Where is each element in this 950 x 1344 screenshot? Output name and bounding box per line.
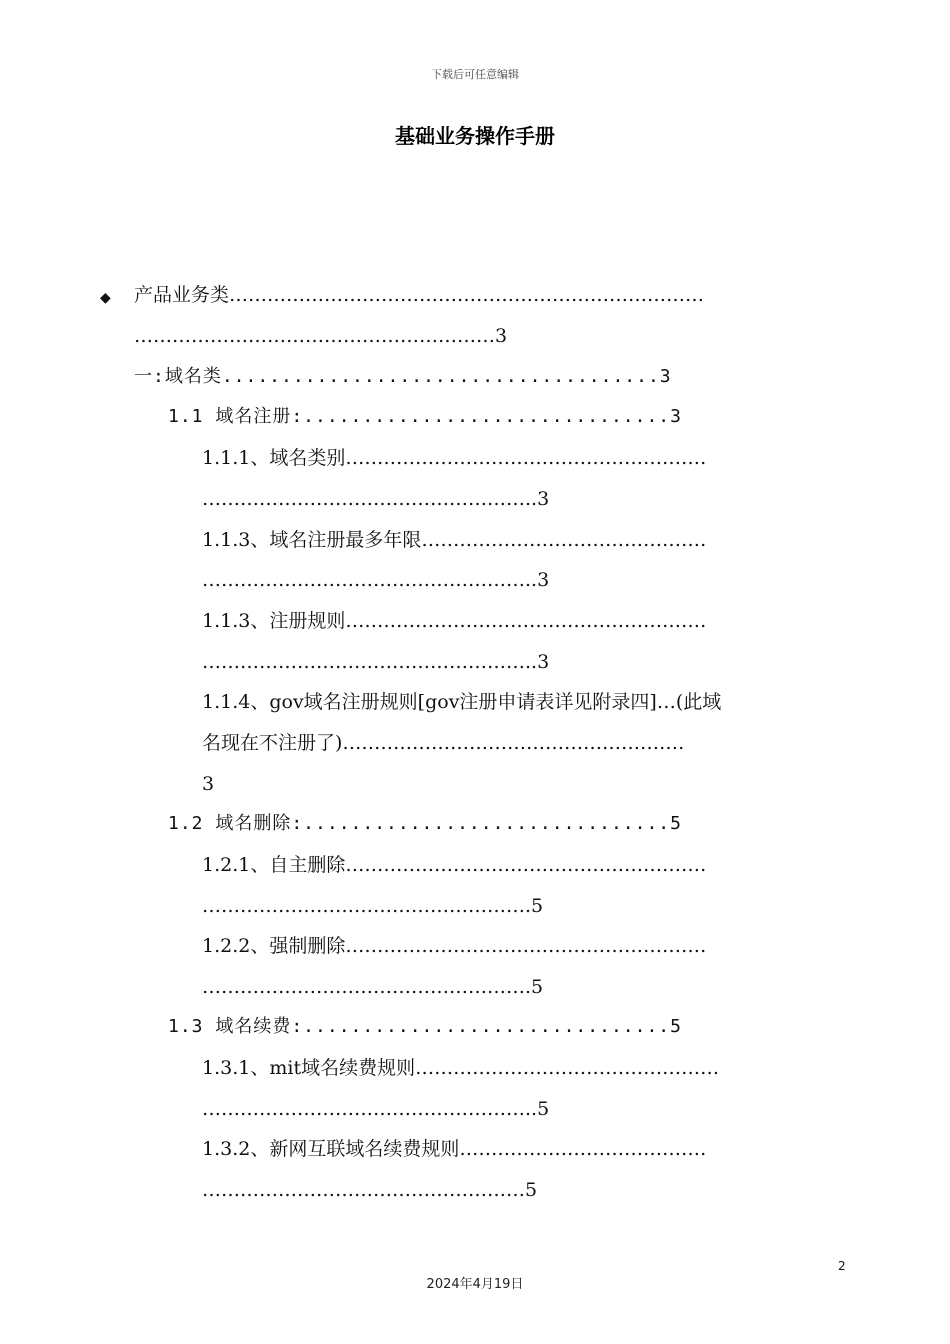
toc-entry-1-1-4-page: 3	[202, 773, 215, 795]
toc-entry-product-cont: …………………………………………………3	[134, 325, 508, 347]
document-title: 基础业务操作手册	[395, 124, 555, 148]
toc-entry-1-1-3b-cont: ……………………………………………..3	[202, 651, 550, 673]
page-footer-date: 2024年4月19日	[426, 1277, 524, 1292]
toc-entry-1-1-3b: 1.1.3、注册规则…………………………………………………	[202, 610, 707, 632]
toc-entry-1-1-4: 1.1.4、gov域名注册规则[gov注册申请表详见附录四]…(此域	[202, 691, 722, 713]
toc-entry-1-2-2-cont: …………………………………………….5	[202, 976, 544, 998]
toc-entry-1-2: 1.2 域名删除:...............................5	[168, 813, 682, 834]
diamond-bullet-icon: ◆	[100, 290, 111, 306]
toc-entry-1-1-4-cont: 名现在不注册了)………………………………………………	[202, 732, 685, 754]
toc-entry-product: 产品业务类…………………………………………………………………	[134, 284, 705, 306]
toc-entry-1-3-2: 1.3.2、新网互联域名续费规则…………………………………	[202, 1138, 707, 1160]
toc-entry-1-1-3a-cont: ……………………………………………..3	[202, 569, 550, 591]
toc-entry-1-1-3a: 1.1.3、域名注册最多年限………………………………………	[202, 529, 707, 551]
toc-entry-domain-class: 一:域名类.....................................3	[134, 366, 672, 387]
toc-entry-1-1-1: 1.1.1、域名类别…………………………………………………	[202, 447, 707, 469]
toc-entry-1-3-2-cont: ……………………………………………5	[202, 1179, 538, 1201]
toc-entry-1-3-1-cont: ……………………………………………..5	[202, 1098, 550, 1120]
page-header: 下载后可任意编辑	[431, 68, 519, 81]
toc-entry-1-2-2: 1.2.2、强制删除…………………………………………………	[202, 935, 707, 957]
page-number: 2	[838, 1259, 846, 1273]
toc-entry-1-1-1-cont: ……………………………………………..3	[202, 488, 550, 510]
toc-entry-1-3-1: 1.3.1、mit域名续费规则…………………………………………	[202, 1057, 720, 1079]
toc-entry-1-2-1-cont: …………………………………………….5	[202, 895, 544, 917]
toc-entry-1-1: 1.1 域名注册:...............................3	[168, 406, 682, 427]
toc-entry-1-3: 1.3 域名续费:...............................5	[168, 1016, 682, 1037]
toc-entry-1-2-1: 1.2.1、自主删除…………………………………………………	[202, 854, 707, 876]
